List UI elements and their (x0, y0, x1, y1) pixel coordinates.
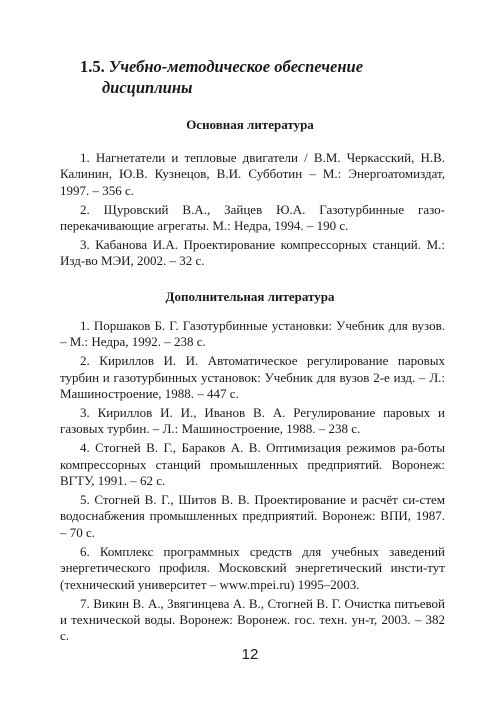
additional-literature-item: 1. Поршаков Б. Г. Газотурбинные установки: Учебник для вузов. – М.: Недра, 1992. – 238 с. (60, 318, 445, 350)
page-number: 12 (241, 646, 259, 663)
additional-literature-heading: Дополнительная литература (165, 289, 335, 304)
additional-literature-item: 6. Комплекс программных средств для учебных заведений энергетического профиля. Московский энергетический инсти-тут (технический университет – www.mpei.ru) 1995–2003. (60, 543, 445, 592)
main-literature-heading: Основная литература (186, 117, 314, 132)
additional-literature-item: 5. Стогней В. Г., Шитов В. В. Проектирование и расчёт си-стем водоснабжения промышленных предприятий. Воронеж: ВПИ, 1987. – 70 с. (60, 492, 445, 540)
section-title-line1: Учебно-методическое обеспечение (108, 57, 364, 76)
additional-literature-item: 4. Стогней В. Г., Бараков А. В. Оптимизация режимов ра-боты компрессорных станций промышленных предприятий. Воронеж: ВГТУ, 1991. – 62 с. (60, 440, 445, 489)
additional-literature-item: 2. Кириллов И. И. Автоматическое регулирование паровых турбин и газотурбинных установок: Учебник для вузов 2-е изд. – Л.: Машиностроение, 1988. – 447 с. (60, 353, 445, 402)
main-literature-item: 2. Щуровский В.А., Зайцев Ю.А. Газотурбинные газо-перекачивающие агрегаты. М.: Недра, 1994. – 190 с. (60, 201, 445, 234)
main-literature-item: 3. Кабанова И.А. Проектирование компрессорных станций. М.: Изд-во МЭИ, 2002. – 32 с. (60, 237, 445, 269)
section-title-line2: дисциплины (102, 78, 193, 97)
additional-literature-item: 7. Викин В. А., Звягинцева А. В., Стогней В. Г. Очистка питьевой и технической воды. Воронеж: Воронеж. гос. техн. ун-т, 2003. – 382 с. (60, 595, 445, 644)
main-literature-item: 1. Нагнетатели и тепловые двигатели / В.М. Черкасский, Н.В. Калинин, Ю.В. Кузнецов, В.И. Субботин – М.: Энергоатомиздат, 1997. – 356 с. (60, 150, 445, 198)
section-heading (80, 56, 420, 98)
section-number: 1.5. (80, 57, 105, 76)
additional-literature-list (60, 318, 445, 647)
main-literature-list (60, 150, 445, 272)
additional-literature-item: 3. Кириллов И. И., Иванов В. А. Регулирование паровых и газовых турбин. – Л.: Машиностроение, 1988. – 238 с. (60, 405, 445, 437)
